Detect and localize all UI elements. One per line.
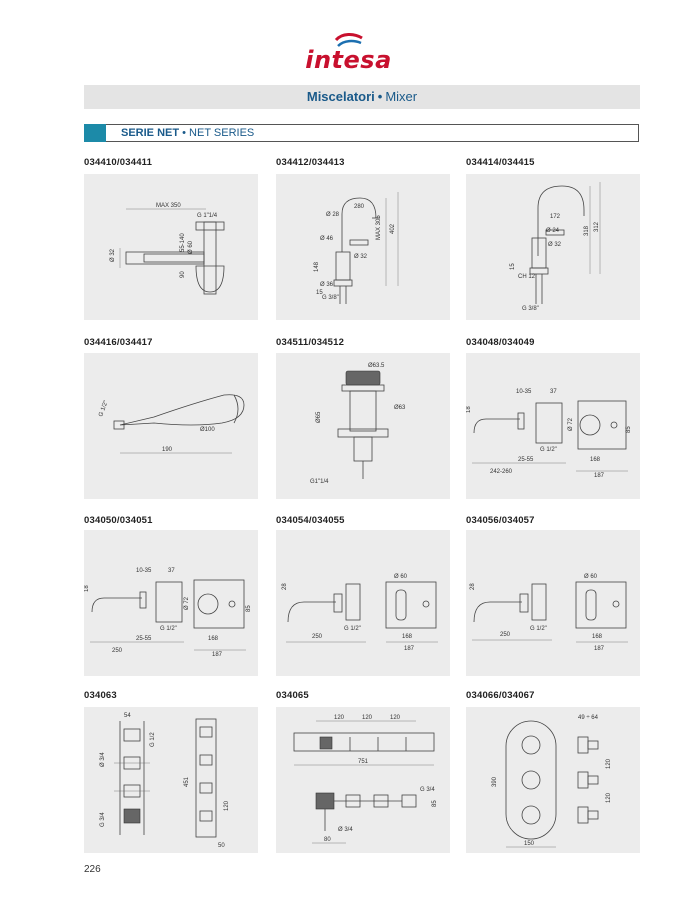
- product-drawing-034054: [276, 530, 450, 676]
- dim-label: 28: [282, 583, 288, 590]
- product-drawing-034050: [84, 530, 258, 676]
- dim-label: 120: [606, 758, 612, 769]
- product-code: 034050/034051: [84, 515, 153, 526]
- dim-label: Ø 72: [568, 417, 574, 431]
- dim-label: 55-140: [180, 233, 186, 252]
- product-code: 034054/034055: [276, 515, 345, 526]
- dim-label: MAX 305: [376, 215, 382, 240]
- product-code: 034066/034067: [466, 690, 535, 701]
- dim-label: Ø65: [316, 411, 322, 423]
- product-code: 034414/034415: [466, 157, 535, 168]
- dim-label: 168: [592, 634, 603, 640]
- dim-label: Ø 32: [110, 248, 116, 262]
- dim-label: 54: [124, 713, 131, 719]
- product-drawing-034511: [276, 353, 450, 499]
- dim-label: 120: [362, 715, 373, 721]
- page-title: [84, 85, 640, 109]
- series-label-sep: •: [179, 127, 190, 139]
- product-drawing-034414: [466, 174, 640, 320]
- product-code: 034410/034411: [84, 157, 153, 168]
- dim-label: 312: [594, 221, 600, 232]
- dim-label: Ø 32: [354, 254, 368, 260]
- dim-label: 451: [184, 776, 190, 787]
- dim-label: 168: [402, 634, 413, 640]
- product-drawing-034410: [84, 174, 258, 320]
- dim-label: 120: [224, 800, 230, 811]
- dim-label: G 3/4: [100, 812, 106, 827]
- dim-label: 85: [432, 800, 438, 807]
- dim-label: G 1"1/4: [197, 213, 218, 219]
- product-drawing-034063: [84, 707, 258, 853]
- dim-label: G 1/2": [540, 447, 557, 453]
- dim-label: 18: [84, 585, 90, 592]
- title-separator: •: [377, 89, 383, 104]
- dim-label: 187: [212, 652, 223, 658]
- dim-label: Ø 3/4: [338, 827, 353, 833]
- series-label-rest: NET SERIES: [189, 127, 255, 139]
- dim-label: 120: [390, 715, 401, 721]
- dim-label: 120: [606, 792, 612, 803]
- dim-label: CH 12: [518, 274, 536, 280]
- dim-label: Ø63: [394, 405, 406, 411]
- dim-label: 187: [404, 646, 415, 652]
- dim-label: 10-35: [516, 389, 532, 395]
- product-code: 034416/034417: [84, 337, 153, 348]
- product-code: 034048/034049: [466, 337, 535, 348]
- dim-label: 187: [594, 473, 605, 479]
- title-sub: Mixer: [385, 89, 418, 104]
- product-code: 034063: [84, 690, 117, 701]
- dim-label: 25-55: [518, 457, 534, 463]
- dim-label: G 1/2": [98, 399, 110, 418]
- dim-label: 15: [510, 263, 516, 270]
- product-code: 034412/034413: [276, 157, 345, 168]
- product-drawing-034066: [466, 707, 640, 853]
- dim-label: G 1/2": [344, 626, 361, 632]
- dim-label: Ø 60: [188, 240, 194, 254]
- product-code: 034511/034512: [276, 337, 345, 348]
- dim-label: 402: [390, 223, 396, 234]
- dim-label: 37: [550, 389, 557, 395]
- product-drawing-034412: [276, 174, 450, 320]
- dim-label: 280: [354, 204, 365, 210]
- dim-label: Ø100: [200, 427, 215, 433]
- dim-label: 85: [246, 605, 252, 612]
- dim-label: Ø 72: [184, 596, 190, 610]
- dim-label: 390: [492, 776, 498, 787]
- dim-label: 148: [314, 261, 320, 272]
- product-code: 034056/034057: [466, 515, 535, 526]
- dim-label: 85: [626, 426, 632, 433]
- dim-label: Ø 46: [320, 236, 334, 242]
- dim-label: 50: [218, 843, 225, 849]
- series-label: [121, 125, 254, 141]
- product-code: 034065: [276, 690, 309, 701]
- dim-label: 168: [590, 457, 601, 463]
- dim-label: 242-260: [490, 469, 513, 475]
- dim-label: 187: [594, 646, 605, 652]
- dim-label: 318: [584, 225, 590, 236]
- dim-label: G 3/8": [322, 295, 339, 301]
- brand-logo: intesa: [305, 46, 392, 74]
- dim-label: 15: [316, 290, 323, 296]
- dim-label: Ø 36: [320, 282, 334, 288]
- dim-label: G 3/4: [420, 787, 435, 793]
- product-drawing-034048: [466, 353, 640, 499]
- dim-label: G1"1/4: [310, 479, 329, 485]
- product-drawing-034056: [466, 530, 640, 676]
- dim-label: 172: [550, 214, 561, 220]
- dim-label: 28: [470, 583, 476, 590]
- dim-label: G 3/8": [522, 306, 539, 312]
- dim-label: MAX 350: [156, 203, 181, 209]
- dim-label: 751: [358, 759, 369, 765]
- series-header: [84, 124, 639, 142]
- dim-label: 37: [168, 568, 175, 574]
- dim-label: 18: [466, 406, 472, 413]
- dim-label: G 1/2: [150, 732, 156, 747]
- page-number: 226: [84, 864, 101, 875]
- dim-label: 150: [524, 841, 535, 847]
- dim-label: 90: [180, 271, 186, 278]
- dim-label: Ø 32: [548, 242, 562, 248]
- dim-label: Ø 60: [394, 574, 408, 580]
- dim-label: 250: [312, 634, 323, 640]
- product-drawing-034065: [276, 707, 450, 853]
- dim-label: Ø 28: [326, 212, 340, 218]
- dim-label: 250: [112, 648, 123, 654]
- dim-label: 80: [324, 837, 331, 843]
- dim-label: 168: [208, 636, 219, 642]
- dim-label: 10-35: [136, 568, 152, 574]
- dim-label: 49 ÷ 64: [578, 715, 598, 721]
- title-main: Miscelatori: [306, 89, 375, 104]
- dim-label: 120: [334, 715, 345, 721]
- dim-label: 190: [162, 447, 173, 453]
- dim-label: Ø 3/4: [100, 752, 106, 767]
- dim-label: Ø63.5: [368, 363, 385, 369]
- series-label-bold: SERIE NET: [121, 127, 180, 139]
- dim-label: 250: [500, 632, 511, 638]
- dim-label: Ø 60: [584, 574, 598, 580]
- dim-label: G 1/2": [160, 626, 177, 632]
- product-drawing-034416: [84, 353, 258, 499]
- dim-label: G 1/2": [530, 626, 547, 632]
- series-accent-square: [84, 124, 106, 142]
- dim-label: 25-55: [136, 636, 152, 642]
- dim-label: Ø 24: [546, 228, 560, 234]
